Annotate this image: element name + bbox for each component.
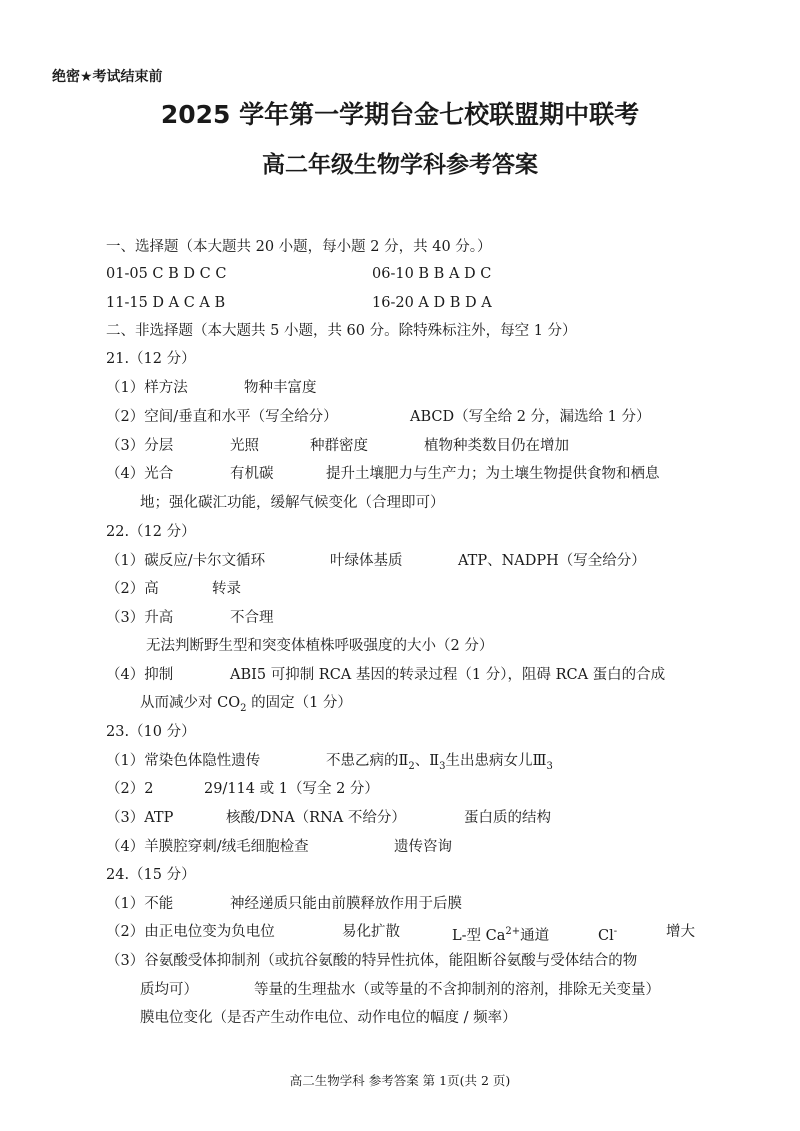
q23-p1-d-text: 生出患病女儿Ⅲ [445,753,547,769]
q24-p2-c-text: L-型 Ca [452,927,506,944]
q24-p1-a: （1）不能 [106,896,174,912]
q22-p4-cont-sub: 2 [240,702,247,714]
section2-heading: 二、非选择题（本大题共 5 小题，共 60 分。除特殊标注外，每空 1 分） [106,323,577,339]
q22-p4-cont-a: 从而减少对 CO [140,695,241,711]
q24-p2-f: 增大 [666,924,695,940]
q22-p3-a: （3）升高 [106,610,174,626]
answer-11-15: 11-15 D A C A B [106,295,226,311]
q24-p3-cont2: 膜电位变化（是否产生动作电位、动作电位的幅度 / 频率） [140,1010,517,1026]
q23-p1-sub1: 2 [408,760,415,772]
q21-p4-a: （4）光合 [106,466,174,482]
q21-p2-a: （2）空间/垂直和水平（写全给分） [106,409,338,425]
q22-p1-c: ATP、NADPH（写全给分） [458,553,646,569]
q24-p2-a: （2）由正电位变为负电位 [106,924,275,940]
q22-p4-b: ABI5 可抑制 RCA 基因的转录过程（1 分），阻碍 RCA 蛋白的合成 [230,667,666,683]
q23-p1-c-text: 、Ⅱ [414,753,440,769]
q24-p2-e [598,921,617,943]
q24-p3-cont1-a: 质均可） [140,982,198,998]
q23-p3-b: 核酸/DNA（RNA 不给分） [226,810,406,826]
q23-p1-sub2: 3 [439,760,446,772]
q21-p3-d: 植物种类数目仍在增加 [424,438,569,454]
page-footer: 高二生物学科 参考答案 第 1页(共 2 页) [289,1073,511,1088]
q23-p2-b: 29/114 或 1（写全 2 分） [204,781,379,797]
q24-header: 24.（15 分） [106,867,196,883]
q22-p2-b: 转录 [212,581,241,597]
q22-p1-a: （1）碳反应/卡尔文循环 [106,553,266,569]
q23-p4-b: 遗传咨询 [394,839,452,855]
q22-p4-cont [140,692,352,714]
q23-p1-b-text: 不患乙病的Ⅱ [326,753,409,769]
q22-p4-a: （4）抑制 [106,667,174,683]
q21-header: 21.（12 分） [106,351,196,367]
q23-p4-a: （4）羊膜腔穿刺/绒毛细胞检查 [106,839,309,855]
answer-01-05: 01-05 C B D C C [106,266,227,282]
q21-p4-cont: 地；强化碳汇功能，缓解气候变化（合理即可） [140,495,445,511]
q23-p1-a: （1）常染色体隐性遗传 [106,753,261,769]
q21-p1-b: 物种丰富度 [244,380,317,396]
q23-p3-a: （3）ATP [106,810,174,826]
q22-header: 22.（12 分） [106,524,196,540]
q23-p1-b [326,750,553,772]
q22-p3-b: 不合理 [230,610,274,626]
q24-p1-b: 神经递质只能由前膜释放作用于后膜 [230,896,462,912]
page-subtitle: 高二年级生物学科参考答案 [262,152,538,178]
q24-p2-b: 易化扩散 [342,924,400,940]
q21-p4-b: 有机碳 [230,466,274,482]
secret-mark: 绝密★考试结束前 [52,69,163,85]
q21-p4-c: 提升土壤肥力与生产力；为土壤生物提供食物和栖息 [326,466,660,482]
q21-p3-c: 种群密度 [310,438,368,454]
q24-p3: （3）谷氨酸受体抑制剂（或抗谷氨酸的特异性抗体，能阻断谷氨酸与受体结合的物 [106,953,638,969]
q22-p1-b: 叶绿体基质 [330,553,403,569]
q24-p2-d-text: 通道 [520,927,550,944]
q23-p2-a: （2）2 [106,781,154,797]
q21-p1-a: （1）样方法 [106,380,188,396]
q21-p2-b: ABCD（写全给 2 分，漏选给 1 分） [410,409,651,425]
page-title: 2025 学年第一学期台金七校联盟期中联考 [160,100,640,129]
q23-p1-sub3: 3 [546,760,553,772]
q24-p2-c [452,921,549,943]
q23-p3-c: 蛋白质的结构 [464,810,551,826]
q22-p2-a: （2）高 [106,581,159,597]
q24-p2-sup2: - [613,926,618,937]
q24-p2-sup1: 2+ [505,926,521,937]
q24-p3-cont1-b: 等量的生理盐水（或等量的不含抑制剂的溶剂，排除无关变量） [254,982,660,998]
q21-p3-a: （3）分层 [106,438,174,454]
answer-16-20: 16-20 A D B D A [372,295,492,311]
q23-header: 23.（10 分） [106,724,196,740]
q22-p3-cont: 无法判断野生型和突变体植株呼吸强度的大小（2 分） [146,638,494,654]
section1-heading: 一、选择题（本大题共 20 小题，每小题 2 分，共 40 分。） [106,239,492,255]
q21-p3-b: 光照 [230,438,259,454]
answer-06-10: 06-10 B B A D C [372,266,492,282]
q22-p4-cont-b: 的固定（1 分） [246,695,352,711]
q24-p2-e-text: Cl [598,927,614,944]
